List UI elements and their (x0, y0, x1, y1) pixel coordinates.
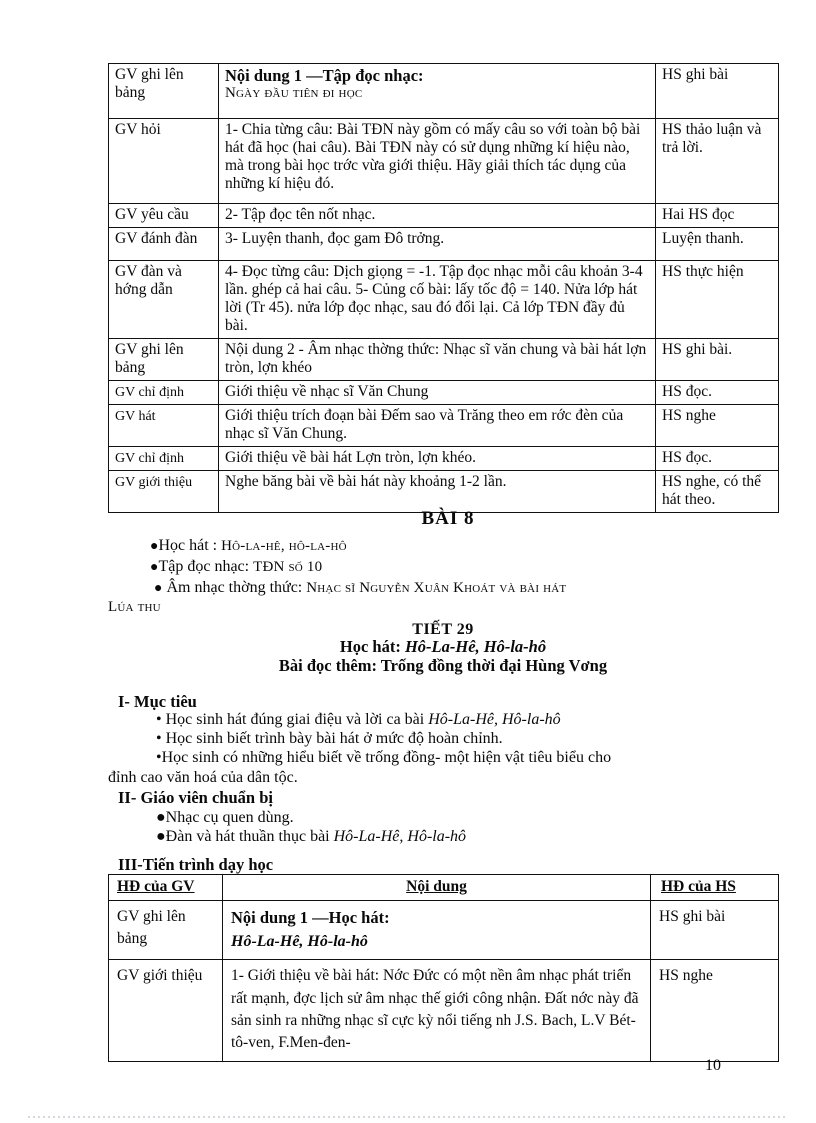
item-italic: Hô-La-Hê, Hô-la-hô (428, 711, 561, 728)
cell-gv (109, 900, 223, 959)
header-text: HĐ của GV (117, 878, 195, 895)
cell-text: 2- Tập đọc tên nốt nhạc. (225, 206, 376, 223)
cell-hs (656, 64, 779, 119)
table-row (109, 380, 779, 404)
section-body-chuan-bi (108, 808, 788, 846)
item-value: Hô-la-hê, hô-la-hô (221, 538, 347, 554)
tiet-song-value: Hô-La-Hê, Hô-la-hô (404, 637, 547, 657)
cell-text: GV giới thiệu (115, 475, 193, 491)
cell-text: HS ghi bài. (662, 340, 733, 358)
item-text: Đàn và hát thuần thục bài (165, 828, 334, 846)
table-row (109, 405, 779, 447)
table-row (109, 64, 779, 119)
cell-gv (109, 405, 219, 447)
cell-text: GV giới thiệu (117, 967, 203, 985)
bullet-icon: • (156, 730, 162, 748)
lesson-table-bottom (108, 874, 779, 1062)
cell-content (219, 338, 656, 380)
list-item-overflow: đỉnh cao văn hoá của dân tộc. (108, 768, 298, 786)
section-heading-tien-trinh: III-Tiến trình dạy học (118, 855, 274, 874)
cell-text: HS ghi bài (659, 907, 726, 925)
cell-hs (656, 260, 779, 338)
cell-text: 1- Chia từng câu: Bài TĐN này gồm có mấy câu so với toàn bộ bài hát đã học (hai câu). Bài TĐN này có sử dụng những kí hiệu nào, mà trong bài học trớc vừa giới thiệu. Hãy giải thích tác dụng của những kí hiệu đó. (225, 121, 641, 192)
cell-text: GV đàn và hớng dẫn (115, 262, 182, 298)
cell-text: Luyện thanh. (662, 229, 744, 247)
item-italic: Hô-La-Hê, Hô-la-hô (333, 828, 467, 846)
cell-text: Nội dung 2 - Âm nhạc thờng thức: Nhạc sĩ văn chung và bài hát lợn tròn, lợn khéo (225, 340, 647, 376)
cell-hs (651, 900, 779, 959)
cell-hs (656, 380, 779, 404)
cell-text: GV ghi lên bảng (117, 907, 186, 948)
cell-gv (109, 446, 219, 470)
cell-gv (109, 64, 219, 119)
tiet-number: TIẾT 29 (412, 621, 474, 638)
cell-text: HS thảo luận và trả lời. (662, 121, 762, 156)
cell-hs (656, 471, 779, 513)
cell-text: 4- Đọc từng câu: Dịch giọng = -1. Tập đọc nhạc mỗi câu khoản 3-4 lần. ghép cả hai câu. 5- Củng cố bài: lấy tốc độ = 140. Nửa lớp hát lời (Tr 45). nửa lớp đọc nhạc, sau đó đổi lại. Cả lớp TĐN đầy đủ bài. (225, 262, 643, 334)
table (108, 63, 779, 513)
cell-content (219, 260, 656, 338)
cell-hs (656, 446, 779, 470)
cell-gv (109, 338, 219, 380)
cell-text: Giới thiệu về nhạc sĩ Văn Chung (225, 382, 429, 400)
cell-content (219, 405, 656, 447)
table (108, 874, 779, 1062)
item-label: Âm nhạc thờng thức: (162, 578, 303, 596)
bullet-icon: ● (150, 559, 159, 575)
column-header-noi-dung (223, 875, 651, 901)
cell-text: GV hỏi (115, 121, 161, 138)
tiet-song-label: Học hát: (339, 637, 405, 657)
header-text: HĐ của HS (661, 878, 736, 895)
table-row (109, 446, 779, 470)
section-body-muc-tieu (108, 710, 788, 787)
column-header-gv (109, 875, 223, 901)
cell-content (219, 227, 656, 260)
header-text: Nội dung (406, 878, 467, 895)
list-item (108, 536, 788, 556)
cell-text: Hai HS đọc (662, 206, 735, 223)
cell-gv (109, 260, 219, 338)
content-title: Nội dung 1 —Tập đọc nhạc: (225, 66, 424, 85)
table-row (109, 119, 779, 204)
cell-text: GV ghi lên bảng (115, 66, 184, 101)
section-heading-muc-tieu: I- Mục tiêu (118, 692, 197, 711)
list-item (108, 827, 788, 846)
table-header-row (109, 875, 779, 901)
cell-content (219, 380, 656, 404)
scan-artifact-line (28, 1116, 788, 1118)
cell-text: GV ghi lên bảng (115, 340, 184, 376)
cell-text: HS nghe, có thể hát theo. (662, 473, 762, 509)
list-item (108, 748, 788, 767)
cell-content (219, 204, 656, 228)
bullet-icon: ● (154, 580, 163, 596)
bullet-icon: • (156, 711, 162, 728)
bai8-title: BÀI 8 (421, 508, 475, 529)
item-value: Nhạc sĩ Nguyễn Xuân Khoát và bài hát (306, 579, 567, 596)
cell-text: Giới thiệu trích đoạn bài Đếm sao và Trăng theo em rớc đèn của nhạc sĩ Văn Chung. (225, 407, 624, 442)
bullet-icon: ● (150, 539, 159, 554)
table-row (109, 471, 779, 513)
cell-hs (656, 204, 779, 228)
cell-hs (656, 119, 779, 204)
table-row (109, 204, 779, 228)
cell-text: GV chỉ định (115, 450, 184, 466)
cell-text: GV đánh đàn (115, 229, 198, 247)
content-title: Nội dung 1 —Học hát: (231, 907, 390, 927)
cell-text: HS nghe (662, 407, 716, 425)
list-item (108, 557, 788, 577)
item-label: Học hát : (158, 537, 218, 554)
cell-text: Nghe băng bài về bài hát này khoảng 1-2 lần. (225, 473, 507, 491)
item-value-overflow: Lúa thu (108, 599, 161, 616)
cell-content (223, 960, 651, 1062)
bullet-icon: ● (156, 809, 166, 826)
cell-text: GV hát (115, 409, 156, 425)
content-subtitle: Hô-La-Hê, Hô-la-hô (231, 932, 368, 950)
item-value: TĐN số 10 (253, 558, 323, 575)
cell-text: GV chỉ định (115, 384, 184, 400)
cell-gv (109, 204, 219, 228)
cell-content (219, 119, 656, 204)
cell-hs (656, 338, 779, 380)
cell-gv (109, 960, 223, 1062)
item-text: Học sinh hát đúng giai điệu và lời ca bài (165, 711, 429, 728)
bullet-icon: ● (156, 828, 166, 846)
cell-text: Giới thiệu về bài hát Lợn tròn, lợn khéo. (225, 448, 477, 466)
table-row (109, 260, 779, 338)
item-text: Học sinh có những hiểu biết về trống đồng- một hiện vật tiêu biểu cho (161, 749, 612, 767)
cell-hs (656, 405, 779, 447)
cell-content (223, 900, 651, 959)
list-item-overflow (108, 597, 788, 616)
tiet29-heading (108, 622, 778, 676)
cell-hs (651, 960, 779, 1062)
tiet-song-line (108, 638, 778, 656)
section-heading-chuan-bi: II- Giáo viên chuẩn bị (118, 788, 273, 807)
cell-hs (656, 227, 779, 260)
cell-gv (109, 227, 219, 260)
cell-content (219, 471, 656, 513)
cell-text: HS đọc. (662, 382, 712, 400)
table-row (109, 960, 779, 1062)
item-text: Học sinh biết trình bày bài hát ở mức độ hoàn chỉnh. (165, 730, 503, 748)
column-header-hs (651, 875, 779, 901)
list-item (108, 808, 788, 827)
lesson-table-top (108, 63, 779, 513)
cell-gv (109, 471, 219, 513)
page-number: 10 (705, 1057, 721, 1074)
cell-text: HS ghi bài (662, 66, 729, 83)
cell-text: HS thực hiện (662, 262, 744, 280)
cell-text: 1- Giới thiệu về bài hát: Nớc Đức có một nền âm nhạc phát triển rất mạnh, đợc lịch sử âm nhạc thế giới công nhận. Đất nớc này đã sản sinh ra những nhạc sĩ cực kỳ nổi tiếng nh J.S. Bach, L.V Bét-tô-ven, F.Men-đen- (231, 967, 639, 1052)
cell-gv (109, 380, 219, 404)
cell-text: HS đọc. (662, 448, 712, 466)
cell-text: HS nghe (659, 967, 713, 985)
table-row (109, 338, 779, 380)
item-label: Tập đọc nhạc: (158, 557, 250, 575)
tiet-reading-line: Bài đọc thêm: Trống đồng thời đại Hùng Vơng (278, 656, 608, 676)
cell-content (219, 64, 656, 119)
list-item (108, 710, 788, 729)
cell-gv (109, 119, 219, 204)
content-subtitle: Ngày đầu tiên đi học (225, 85, 363, 102)
table-row (109, 900, 779, 959)
cell-content (219, 446, 656, 470)
table-row (109, 227, 779, 260)
cell-text: GV yêu cầu (115, 206, 189, 223)
list-item (108, 729, 788, 748)
bullet-icon: • (156, 749, 162, 767)
cell-text: 3- Luyện thanh, đọc gam Đô trởng. (225, 229, 445, 247)
list-item (108, 578, 788, 598)
bai8-section (108, 508, 788, 618)
item-text: Nhạc cụ quen dùng. (165, 809, 294, 826)
